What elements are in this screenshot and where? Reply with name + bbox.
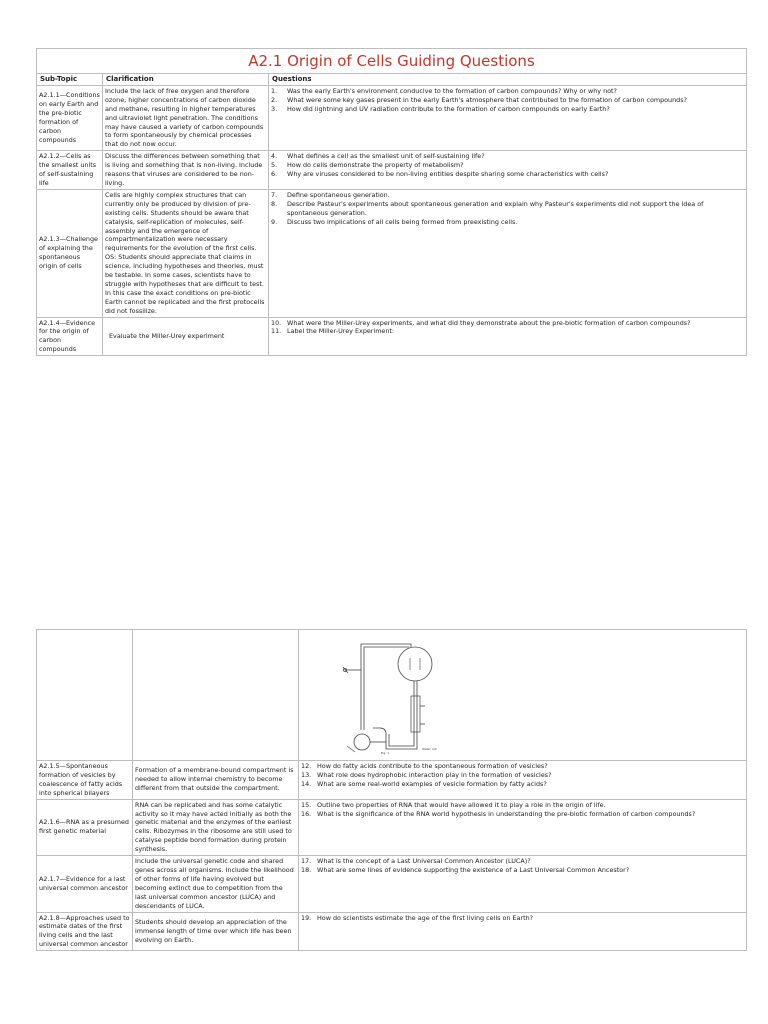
question-item: 1. Was the early Earth's environment conducive to the formation of carbon compounds? Why or why not?: [271, 86, 617, 95]
questions-cell: [269, 317, 747, 356]
header-subtopic: Sub-Topic: [37, 74, 103, 86]
questions-cell: [269, 189, 747, 317]
clarification-cell: Formation of a membrane-bound compartment is needed to allow internal chemistry to become different from that outside the compartment.: [133, 761, 299, 800]
table-row: [37, 799, 747, 855]
table-row: [37, 151, 747, 190]
questions-cell: [269, 85, 747, 150]
svg-text:Fig. 1: Fig. 1: [381, 751, 390, 755]
header-clarification: Clarification: [103, 74, 269, 86]
question-item: 16. What is the significance of the RNA world hypothesis in understanding the pre-biotic formation of carbon compounds?: [301, 809, 696, 818]
questions-cell: [299, 912, 747, 951]
subtopic-cell: A2.1.4—Evidence for the origin of carbon compounds: [37, 317, 103, 356]
clarification-cell: Discuss the differences between something that is living and something that is non-living. Include reasons that viruses are considered to be non-living.: [103, 151, 269, 190]
questions-cell: [269, 151, 747, 190]
question-item: 11. Label the Miller-Urey Experiment:: [271, 327, 395, 336]
questions-cell: [299, 761, 747, 800]
question-item: 7. Define spontaneous generation.: [271, 190, 390, 199]
clarification-cell: Cells are highly complex structures that can currently only be produced by division of pre-existing cells. Students should be aware that catalysis, self-replication of molecules, self-assembly and the emergence of compartmentalization were necessary requirements for the evolution of the first cells. OS: Students should appreciate that claims in science, including hypotheses and theories, must be testable. In some cases, scientists have to struggle with hypotheses that are difficult to test. In this case the exact conditions on pre-biotic Earth cannot be replicated and the first protocells did not fossilize.: [103, 189, 269, 317]
clarification-cell: Include the universal genetic code and shared genes across all organisms. Include the likelihood of other forms of life having evolved but becoming extinct due to competition from the last universal common ancestor (LUCA) and descendants of LUCA.: [133, 856, 299, 912]
clarification-cell: Students should develop an appreciation of the immense length of time over which life has been evolving on Earth.: [133, 912, 299, 951]
table-row: [37, 912, 747, 951]
question-item: 8. Describe Pasteur's experiments about spontaneous generation and explain why Pasteur's experiments did not support the idea of spontaneous generation.: [271, 199, 704, 217]
table-row: [37, 761, 747, 800]
question-item: 12. How do fatty acids contribute to the spontaneous formation of vesicles?: [301, 762, 548, 770]
table-row: [37, 189, 747, 317]
clarification-cell: RNA can be replicated and has some catalytic activity so it may have acted initially as both the genetic material and the enzymes of the earliest cells. Ribozymes in the ribosome are still used to catalyse peptide bond formation during protein synthesis.: [133, 799, 299, 855]
subtopic-cell: A2.1.6—RNA as a presumed first genetic material: [37, 799, 133, 855]
table-row: [37, 317, 747, 356]
question-item: 13. What role does hydrophobic interaction play in the formation of vesicles?: [301, 770, 552, 779]
question-item: 17. What is the concept of a Last Universal Common Ancestor (LUCA)?: [301, 857, 531, 866]
subtopic-cell: A2.1.2—Cells as the smallest units of self-sustaining life: [37, 151, 103, 190]
header-questions: Questions: [269, 74, 747, 86]
subtopic-cell: A2.1.3—Challenge of explaining the spontaneous origin of cells: [37, 189, 103, 317]
table-row: [37, 85, 747, 150]
guiding-questions-table-page1: [36, 48, 747, 356]
svg-text:Water out: Water out: [422, 747, 437, 751]
clarification-cell: Include the lack of free oxygen and therefore ozone, higher concentrations of carbon dioxide and methane, resulting in higher temperatures and ultraviolet light penetration. The conditions may have caused a variety of carbon compounds to form spontaneously by chemical processes that do not now occur.: [103, 85, 269, 150]
question-item: 4. What defines a cell as the smallest unit of self-sustaining life?: [271, 152, 485, 161]
subtopic-cell: A2.1.7—Evidence for a last universal common ancestor: [37, 856, 133, 912]
document-title: A2.1 Origin of Cells Guiding Questions: [37, 49, 747, 74]
question-item: 5. How do cells demonstrate the property of metabolism?: [271, 161, 464, 170]
question-item: 2. What were some key gases present in the early Earth's atmosphere that contributed to the formation of carbon compounds?: [271, 95, 687, 104]
question-item: 18. What are some lines of evidence supporting the existence of a Last Universal Common Ancestor?: [301, 865, 630, 874]
diagram-row: [37, 630, 747, 761]
subtopic-cell: A2.1.5—Spontaneous formation of vesicles by coalescence of fatty acids into spherical bilayers: [37, 761, 133, 800]
question-item: 14. What are some real-world examples of vesicle formation by fatty acids?: [301, 779, 547, 788]
questions-cell: [299, 799, 747, 855]
question-item: 9. Discuss two implications of all cells being formed from preexisting cells.: [271, 217, 518, 226]
questions-cell: [299, 856, 747, 912]
question-item: 15. Outline two properties of RNA that would have allowed it to play a role in the origin of life.: [301, 800, 606, 809]
clarification-cell: Evaluate the Miller-Urey experiment: [103, 317, 269, 356]
diagram-cell: [299, 630, 747, 761]
table-row: [37, 856, 747, 912]
question-item: 19. How do scientists estimate the age of the first living cells on Earth?: [301, 913, 534, 922]
subtopic-cell: A2.1.1—Conditions on early Earth and the pre-biotic formation of carbon compounds: [37, 85, 103, 150]
subtopic-cell: A2.1.8—Approaches used to estimate dates of the first living cells and the last universal common ancestor: [37, 912, 133, 951]
question-item: 3. How did lightning and UV radiation contribute to the formation of carbon compounds on early Earth?: [271, 104, 610, 113]
guiding-questions-table-page2: [36, 629, 747, 951]
question-item: 10. What were the Miller-Urey experiments, and what did they demonstrate about the pre-biotic formation of carbon compounds?: [271, 318, 691, 327]
question-item: 6. Why are viruses considered to be non-living entities despite sharing some characteristics with cells?: [271, 170, 609, 179]
miller-urey-apparatus-diagram: [325, 634, 445, 756]
